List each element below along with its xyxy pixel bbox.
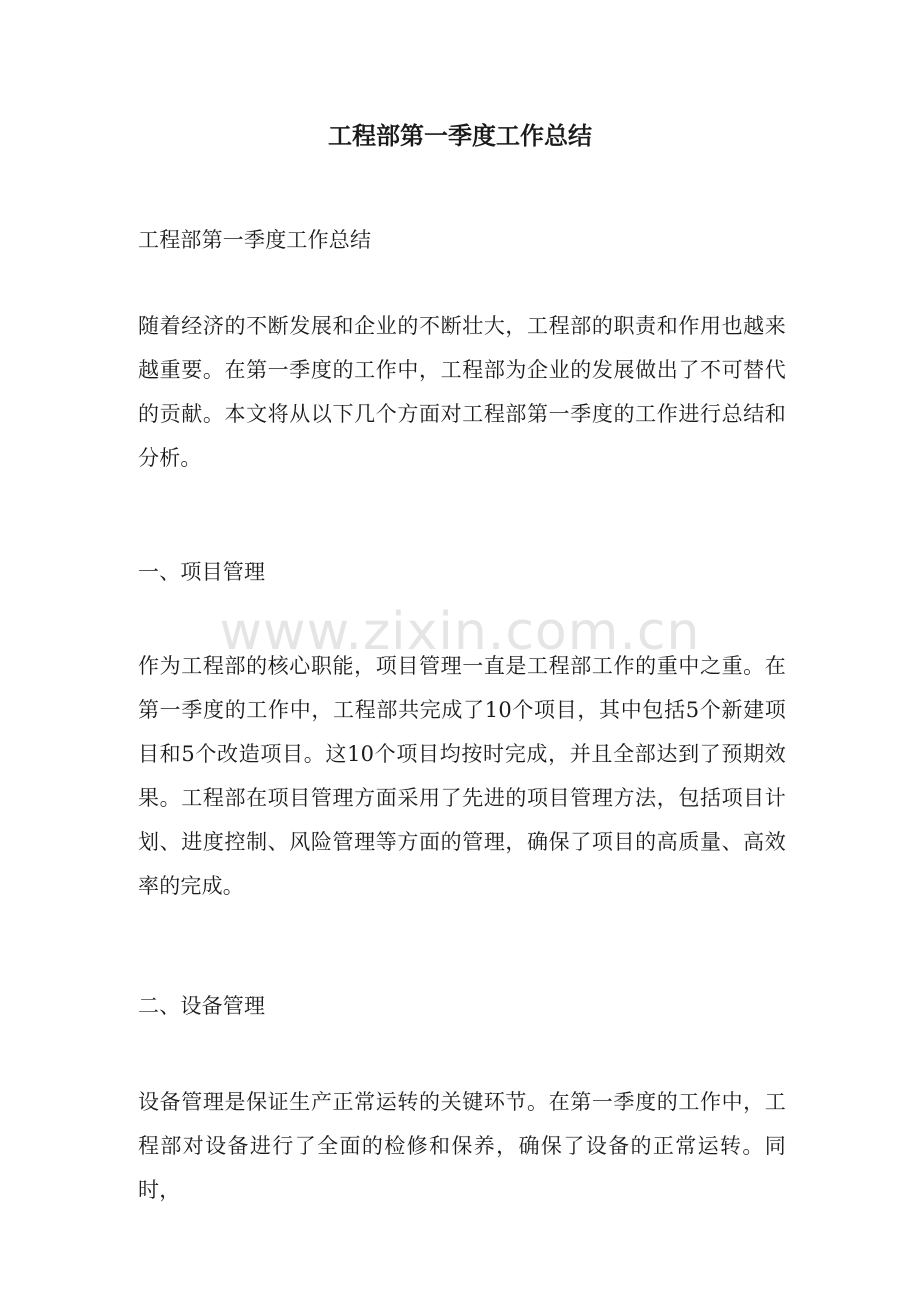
intro-paragraph: 随着经济的不断发展和企业的不断壮大，工程部的职责和作用也越来越重要。在第一季度的工作中，工程部为企业的发展做出了不可替代的贡献。本文将从以下几个方面对工程部第一季度的工作进行总结和分析。 bbox=[138, 314, 786, 470]
document-subtitle: 工程部第一季度工作总结 bbox=[138, 228, 372, 252]
section-body-project-management: 作为工程部的核心职能，项目管理一直是工程部工作的重中之重。在第一季度的工作中，工程部共完成了10个项目，其中包括5个新建项目和5个改造项目。这10个项目均按时完成，并且全部达到了预期效果。工程部在项目管理方面采用了先进的项目管理方法，包括项目计划、进度控制、风险管理等方面的管理，确保了项目的高质量、高效率的完成。 bbox=[138, 654, 786, 898]
section-heading-project-management: 一、项目管理 bbox=[138, 560, 266, 584]
section-heading-equipment-management: 二、设备管理 bbox=[138, 994, 266, 1018]
document-title: 工程部第一季度工作总结 bbox=[328, 121, 592, 150]
watermark: www.zixin.com.cn bbox=[219, 602, 701, 662]
section-body-equipment-management: 设备管理是保证生产正常运转的关键环节。在第一季度的工作中，工程部对设备进行了全面的检修和保养，确保了设备的正常运转。同时， bbox=[138, 1090, 786, 1202]
